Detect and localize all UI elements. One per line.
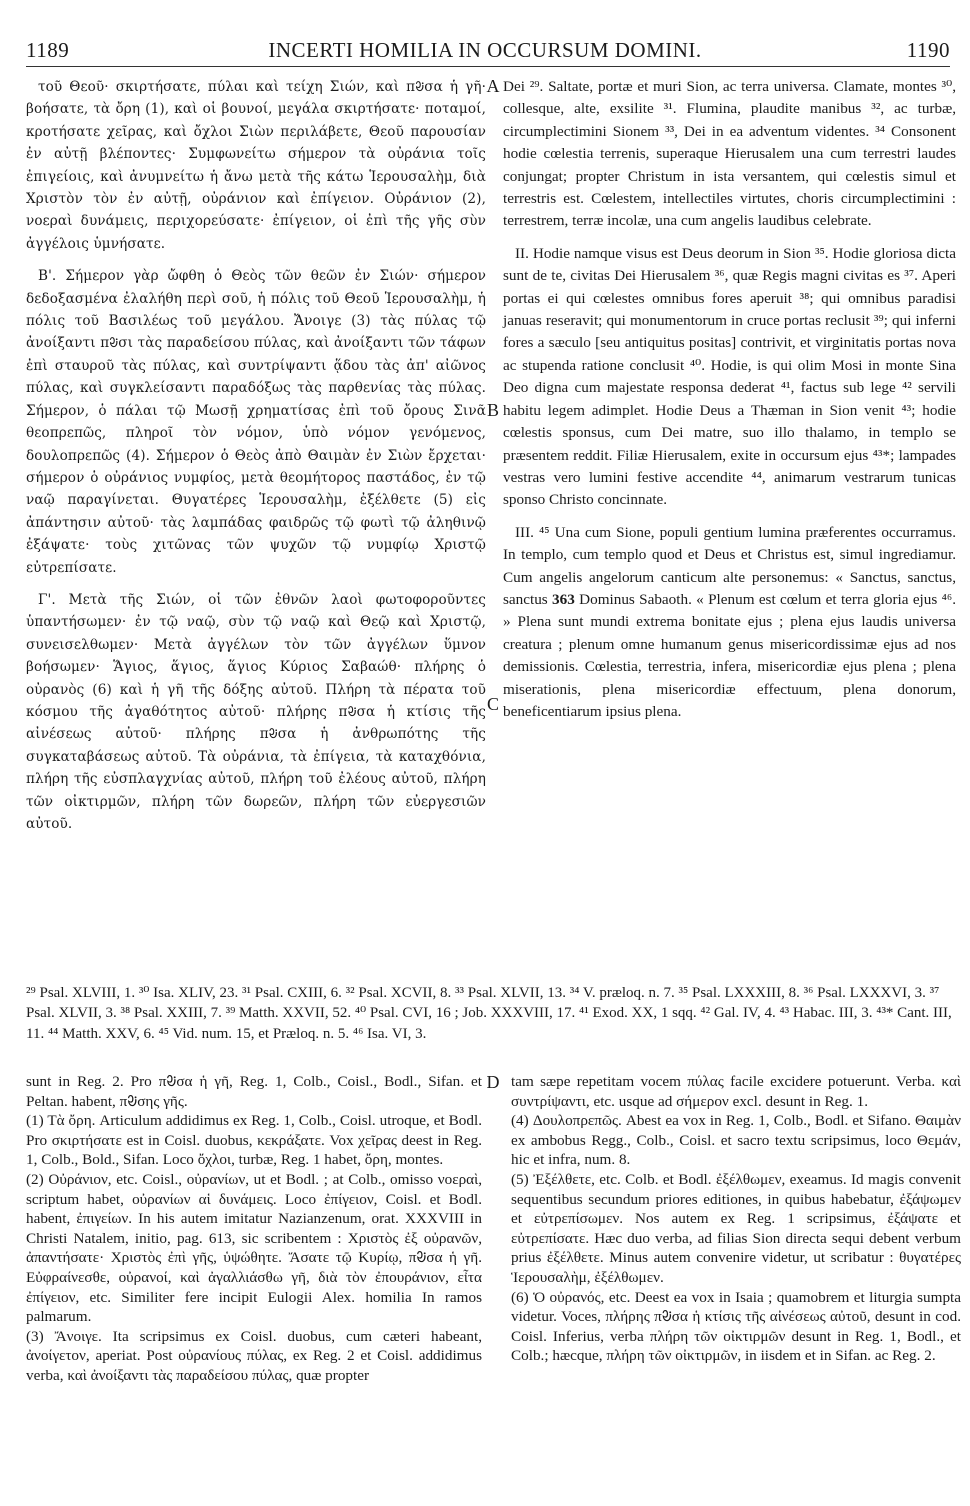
latin-paragraph-2: II. Hodie namque visus est Deus deorum in Sion ³⁵. Hodie gloriosa dicta sunt de te, civitas Dei Hierusalem ³⁶, quæ Regis magni civitas es ³⁷. Aperi portas ei qui cœlestes omnibus fores aperuit ³⁸; qui omnibus paradisi januas reseravit; qui monumentorum in cruce portas reclusit ³⁹; qui inferni fores a sæculo [seu antiquitus positas] contrivit, et virginitatis portas nova ac stupenda ratione conclusit ⁴⁰. Hodie, is qui olim Mosi in monte Sina Deo digna cum majestate responsa dederat ⁴¹, factus sub lege ⁴² servili habitu legem adimplet. Hodie Deus a Thæman in Sion venit ⁴³; hodie cœlestis sponsus, cum Dei matre, suo illo thalamo, in templo se præsentem reddit. Filiæ Hierusalem, exite in occursum ejus ⁴³*; lampades vestras vero lumini festive accendite ⁴⁴, animarum vestrarum tunicas sponso Christo concinnate. xyxy=(503,244,956,509)
critical-notes-right: tam sæpe repetitam vocem πύλας facile excidere potuerunt. Verba. καὶ συντρίψαντι, etc. usque ad σήμερον excl. desunt in Reg. 1. (4) Δουλοπρεπῶς. Abest ea vox in Reg. 1, Colb., Bodl. et Sifano. Θαιμὰν ex ambobus Regg., Colb., Coisl. et sacro textu scripsimus, loco Θεμάν, hic et infra, num. 8. (5) Ἐξέλθετε, etc. Colb. et Bodl. ἐξέλθωμεν, exeamus. Id magis convenit sequentibus secundum priores editiones, in quibus habebatur, ἐξάψωμεν et εὐτρεπίσωμεν. Nos autem ex Reg. 1 scripsimus, ἐξάψατε et εὐτρεπίσατε. Hæc duo verba, ad filias Sion directa sequi debent verbum prius ἐξέλθετε. Minus autem convenire videtur, ut scribatur : θυγατέρες Ἱερουσαλὴμ, ἐξέλθωμεν. (6) Ὁ οὐρανός, etc. Deest ea vox in Isaia ; quamobrem et liturgia sumpta videtur. Voces, πλήρης πᱶσα ἡ κτίσις τῆς αἰνέσεως αὐτοῦ, desunt in cod. Coisl. Inferius, verba πλήρη τῶν οἰκτιρμῶν desunt in Reg. 1, Bodl., et Colb.; hæcque, πλήρη τῶν οἰκτιρμῶν, in iisdem et in Sifan. ac Reg. 2. xyxy=(511,1073,961,1365)
latin-p3-prefix: III. ⁴⁵ Una cum Sione, populi gentium lumina præferentes occurramus. In templo, cum templo quod et Deus et Christus est, simul ingrediamur. Cum angelis angelorum canticum alte personemus: « Sanctus, sanctus, sanctus xyxy=(503,523,956,608)
right-page-number: 1190 xyxy=(906,38,950,62)
greek-paragraph-1: τοῦ Θεοῦ· σκιρτήσατε, πύλαι καὶ τείχη Σιών, καὶ πᱶσα ἡ γῆ· βοήσατε, τὰ ὄρη (1), καὶ οἱ βουνοί, μεγάλα σκιρτήσατε· ποταμοί, κροτήσατε χεῖρας, καὶ ὄχλοι Σιὼν περιλάβετε, Θεοῦ παρουσίαν ἐν αὐτῇ βλέποντες· Συμφωνείτω σήμερον τὰ οὐράνια τοῖς ἐπιγείοις, καὶ ἀνυμνείτω ἡ ἄνω μετὰ τῆς κάτω Ἱερουσαλὴμ, διὰ Χριστὸν τὸν ἐν αὐτῇ, οὐράνιον καὶ ἐπίγειον. Οὐράνιον (2), νοεραὶ δυνάμεις, περιχορεύσατε· ἐπίγειον, οἱ ἐπὶ τῆς γῆς σὺν ἀγγέλοις ὑμνήσατε. xyxy=(26,79,486,252)
left-page-number: 1189 xyxy=(26,38,70,62)
page-header xyxy=(14,28,956,62)
greek-column xyxy=(26,76,486,845)
section-marker-b: B xyxy=(486,400,499,420)
section-marker-c: C xyxy=(486,694,499,714)
page xyxy=(14,28,961,1384)
latin-p3-suffix: Dominus Sabaoth. « Plenum est cœlum et terra gloria ejus ⁴⁶. » Plena sunt mundi extrema bonitate ejus ; plena ejus laudis universa creatura ; plenum omne humanum genus misericordissimæ ejus ad nos demissionis. Cœlestia, terrestria, infera, misericordiæ ejus plena ; plena miserationis, plena misericordiæ effectuum, plena donorum, beneficentiarum ipsius plena. xyxy=(503,590,956,720)
latin-paragraph-1: Dei ²⁹. Saltate, portæ et muri Sion, ac terra universa. Clamate, montes ³⁰, collesque, alte, exsilite ³¹. Flumina, plaudite manibus ³², ac turbæ, circumplectimini Sionem ³³, Dei in ea adventum videntes. ³⁴ Consonent hodie cœlestia terrenis, superaque Hierusalem una cum terrestri laudes conjungat; propter Christum in ista versantem, qui cœlestis simul et terrestris est. Cœlestem, intellectiles virtutes, choris circumplectimini : terrestrem, terræ incolæ, una cum angelis laudibus celebrate. xyxy=(503,78,956,230)
latin-paragraph-3 xyxy=(503,522,956,724)
greek-paragraph-2: Β'. Σήμερον γὰρ ὤφθη ὁ Θεὸς τῶν θεῶν ἐν Σιών· σήμερον δεδοξασμένα ἐλαλήθη περὶ σοῦ, ἡ πόλις τοῦ Θεοῦ Ἱερουσαλὴμ, ἡ πόλις τοῦ Βασιλέως τοῦ μεγάλου. Ἄνοιγε (3) τὰς πύλας τῷ ἀνοίξαντι πᱶσι τὰς παραδείσου πύλας, καὶ ἀνοίξαντι τῶν τάφων ἐπὶ σταυροῦ τὰς πύλας, καὶ συντρίψαντι ᾅδου τὰς ἀπ' αἰῶνος πύλας, καὶ συγκλείσαντι παραδόξως τὰς παρθενίας τὰς πύλας. Σήμερον, ὁ πάλαι τῷ Μωσῇ χρηματίσας ἐπὶ τοῦ ὄρους Σινᾶ θεοπρεπῶς, πληροῖ τὸν νόμον, ὑπὸ νόμον γενόμενος, δουλοπρεπῶς (4). Σήμερον ὁ Θεὸς ἀπὸ Θαιμὰν ἐν Σιὼν ἔρχεται· σήμερον ὁ οὐράνιος νυμφίος, μετὰ θεομήτορος παστάδος, ἐν τῷ ναῷ παραγίνεται. Θυγατέρες Ἱερουσαλὴμ, ἐξέλθετε (5) εἰς ἀπάντησιν αὐτοῦ· τὰς λαμπάδας φαιδρῶς τῷ φωτὶ τῷ ἀληθινῷ ἐξάψατε· τοὺς χιτῶνας τῶν ψυχῶν τῷ νυμφίῳ Χριστῷ εὐτρεπίσατε. xyxy=(26,268,486,576)
scripture-notes: ²⁹ Psal. XLVIII, 1. ³⁰ Isa. XLIV, 23. ³¹ Psal. CXIII, 6. ³² Psal. XCVII, 8. ³³ Psal. XLVII, 13. ³⁴ V. præloq. n. 7. ³⁵ Psal. LXXXIII, 8. ³⁶ Psal. LXXXVI, 3. ³⁷ Psal. XLVII, 3. ³⁸ Psal. XXIII, 7. ³⁹ Matth. XXVII, 52. ⁴⁰ Psal. CVI, 16 ; Job. XXXVIII, 17. ⁴¹ Exod. XX, 1 sqq. ⁴² Gal. IV, 4. ⁴³ Habac. III, 3. ⁴³* Cant. III, 11. ⁴⁴ Matth. XXV, 6. ⁴⁵ Vid. num. 15, et Præloq. n. 5. ⁴⁶ Isa. VI, 3. xyxy=(26,985,952,1042)
greek-paragraph-3: Γ'. Μετὰ τῆς Σιών, οἱ τῶν ἐθνῶν λαοὶ φωτοφοροῦντες ὑπαντήσωμεν· ἐν τῷ ναῷ, σὺν τῷ ναῷ καὶ Θεῷ καὶ Χριστῷ, συνεισελθωμεν· Μετὰ ἀγγέλων τὸν τῶν ἀγγέλων ὕμνον βοήσωμεν· Ἅγιος, ἅγιος, ἅγιος Κύριος Σαβαώθ· πλήρης ὁ οὐρανὸς (6) καὶ ἡ γῆ τῆς δόξης αὐτοῦ. Πλήρη τὰ πέρατα τοῦ κόσμου τῆς ἀγαθότητος αὐτοῦ· πλήρης πᱶσα ἡ κτίσις τῆς αἰνέσεως αὐτοῦ· πλήρης πᱶσα ἡ ἀνθρωπότης τῆς συγκαταβάσεως αὐτοῦ. Τὰ οὐράνια, τὰ ἐπίγεια, τὰ καταχθόνια, πλήρη τῆς εὐσπλαγχνίας αὐτοῦ, πλήρη τοῦ ἐλέους αὐτοῦ, πλήρη τῶν οἰκτιρμῶν, πλήρη τῶν δωρεῶν, πλήρη τῶν εὐεργεσιῶν αὐτοῦ. xyxy=(26,591,486,832)
critical-notes-left: sunt in Reg. 2. Pro πᱶσα ἡ γῆ, Reg. 1, Colb., Coisl., Bodl., Sifan. et Peltan. habent, πᱶσης γῆς. (1) Τὰ ὄρη. Articulum addidimus ex Reg. 1, Colb., Coisl. utroque, et Bodl. Pro σκιρτήσατε est in Coisl. duobus, κεκράξατε. Vox χεῖρας deest in Reg. 1, Colb., Bold., Sifan. Loco ὄχλοι, turbæ, Reg. 1 habet, ὄρη, montes. (2) Οὐράνιον, etc. Coisl., οὐρανίων, ut et Bodl. ; at Colb., omisso νοεραὶ, scriptum habet, οὐρανίων αἱ δυνάμεις. Loco ἐπίγειον, Coisl. et Bodl. habent, ἐπιγείων. In his autem imitatur Nazianzenum, orat. XXXVIII in Christi Natalem, initio, pag. 613, sic scribentem : Χριστὸς ἐξ οὐρανῶν, ἀπαντήσατε· Χριστὸς ἐπὶ γῆς, ὑψώθητε. Ἄσατε τῷ Κυρίῳ, πᱶσα ἡ γῆ. Εὐφραίνεσθε, οὐρανοί, καὶ ἀγαλλιάσθω γῆ, διὰ τὸν ἐπουράνιον, εἶτα ἐπίγειον, etc. Similiter fere incipit Eulogii Alex. homilia In ramos palmarum. (3) Ἄνοιγε. Ita scripsimus ex Coisl. duobus, cum cæteri habeant, ἀνοίγετον, aperiat. Post οὐρανίους πύλας, ex Reg. 2 et Coisl. addidimus verba, καὶ ἀνοίξαντι τὰς παραδείσου πύλας, quæ propter xyxy=(26,1073,482,1384)
header-rule xyxy=(26,66,950,67)
column-number-bold: 363 xyxy=(552,590,575,608)
latin-column xyxy=(503,76,956,733)
section-marker-d: D xyxy=(486,1072,500,1092)
section-marker-a: A xyxy=(486,76,500,96)
running-title: INCERTI HOMILIA IN OCCURSUM DOMINI. xyxy=(268,38,702,62)
